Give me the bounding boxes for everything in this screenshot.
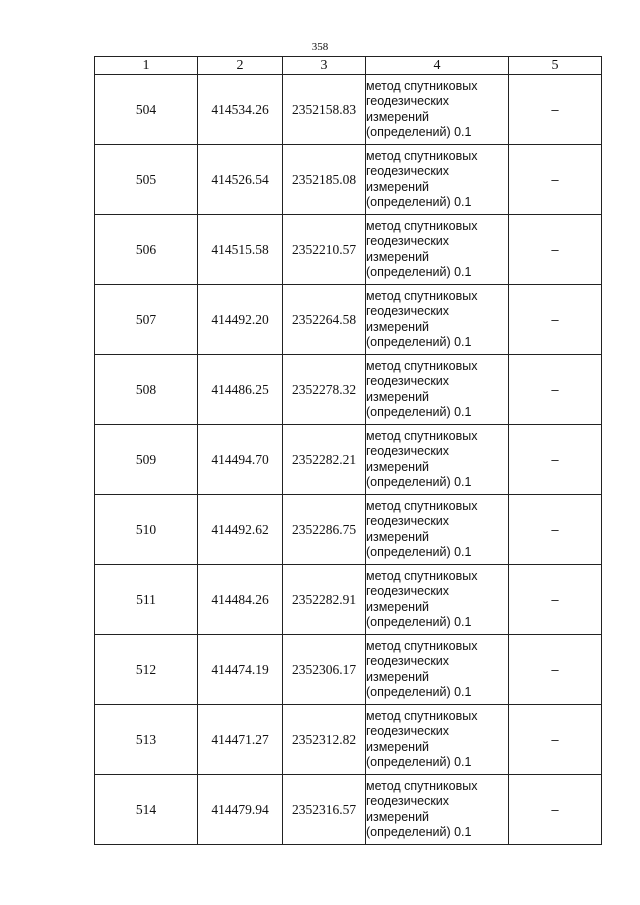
point-number-cell: 508 bbox=[95, 355, 198, 425]
point-number-cell: 512 bbox=[95, 635, 198, 705]
y-coordinate-cell: 2352282.21 bbox=[283, 425, 366, 495]
note-cell: – bbox=[509, 285, 602, 355]
table-row bbox=[95, 145, 602, 215]
method-cell: метод спутниковых геодезических измерений (определений) 0.1 bbox=[366, 495, 509, 565]
coordinates-table bbox=[94, 56, 602, 845]
x-coordinate-cell: 414479.94 bbox=[198, 775, 283, 845]
y-coordinate-cell: 2352316.57 bbox=[283, 775, 366, 845]
method-cell: метод спутниковых геодезических измерений (определений) 0.1 bbox=[366, 75, 509, 145]
x-coordinate-cell: 414492.62 bbox=[198, 495, 283, 565]
x-coordinate-cell: 414526.54 bbox=[198, 145, 283, 215]
x-coordinate-cell: 414486.25 bbox=[198, 355, 283, 425]
y-coordinate-cell: 2352282.91 bbox=[283, 565, 366, 635]
point-number-cell: 510 bbox=[95, 495, 198, 565]
y-coordinate-cell: 2352286.75 bbox=[283, 495, 366, 565]
y-coordinate-cell: 2352158.83 bbox=[283, 75, 366, 145]
table-row bbox=[95, 565, 602, 635]
table-row bbox=[95, 495, 602, 565]
method-cell: метод спутниковых геодезических измерений (определений) 0.1 bbox=[366, 635, 509, 705]
header-row bbox=[95, 57, 602, 75]
x-coordinate-cell: 414484.26 bbox=[198, 565, 283, 635]
x-coordinate-cell: 414471.27 bbox=[198, 705, 283, 775]
x-coordinate-cell: 414494.70 bbox=[198, 425, 283, 495]
point-number-cell: 509 bbox=[95, 425, 198, 495]
note-cell: – bbox=[509, 355, 602, 425]
method-cell: метод спутниковых геодезических измерений (определений) 0.1 bbox=[366, 565, 509, 635]
note-cell: – bbox=[509, 75, 602, 145]
note-cell: – bbox=[509, 705, 602, 775]
table-row bbox=[95, 705, 602, 775]
column-header-2: 2 bbox=[198, 57, 283, 75]
method-cell: метод спутниковых геодезических измерений (определений) 0.1 bbox=[366, 215, 509, 285]
column-header-4: 4 bbox=[366, 57, 509, 75]
table-row bbox=[95, 425, 602, 495]
point-number-cell: 504 bbox=[95, 75, 198, 145]
table-header bbox=[95, 57, 602, 75]
point-number-cell: 514 bbox=[95, 775, 198, 845]
point-number-cell: 511 bbox=[95, 565, 198, 635]
x-coordinate-cell: 414492.20 bbox=[198, 285, 283, 355]
column-header-5: 5 bbox=[509, 57, 602, 75]
table-row bbox=[95, 75, 602, 145]
point-number-cell: 513 bbox=[95, 705, 198, 775]
method-cell: метод спутниковых геодезических измерений (определений) 0.1 bbox=[366, 425, 509, 495]
y-coordinate-cell: 2352312.82 bbox=[283, 705, 366, 775]
method-cell: метод спутниковых геодезических измерений (определений) 0.1 bbox=[366, 145, 509, 215]
table-body bbox=[95, 75, 602, 845]
method-cell: метод спутниковых геодезических измерений (определений) 0.1 bbox=[366, 775, 509, 845]
note-cell: – bbox=[509, 215, 602, 285]
note-cell: – bbox=[509, 145, 602, 215]
table-row bbox=[95, 355, 602, 425]
y-coordinate-cell: 2352278.32 bbox=[283, 355, 366, 425]
x-coordinate-cell: 414515.58 bbox=[198, 215, 283, 285]
point-number-cell: 506 bbox=[95, 215, 198, 285]
y-coordinate-cell: 2352306.17 bbox=[283, 635, 366, 705]
method-cell: метод спутниковых геодезических измерений (определений) 0.1 bbox=[366, 355, 509, 425]
y-coordinate-cell: 2352185.08 bbox=[283, 145, 366, 215]
note-cell: – bbox=[509, 565, 602, 635]
table-row bbox=[95, 215, 602, 285]
column-header-3: 3 bbox=[283, 57, 366, 75]
note-cell: – bbox=[509, 495, 602, 565]
table-row bbox=[95, 285, 602, 355]
y-coordinate-cell: 2352264.58 bbox=[283, 285, 366, 355]
note-cell: – bbox=[509, 635, 602, 705]
column-header-1: 1 bbox=[95, 57, 198, 75]
method-cell: метод спутниковых геодезических измерений (определений) 0.1 bbox=[366, 285, 509, 355]
table-row bbox=[95, 635, 602, 705]
page-number: 358 bbox=[311, 41, 329, 53]
table-row bbox=[95, 775, 602, 845]
y-coordinate-cell: 2352210.57 bbox=[283, 215, 366, 285]
method-cell: метод спутниковых геодезических измерений (определений) 0.1 bbox=[366, 705, 509, 775]
point-number-cell: 507 bbox=[95, 285, 198, 355]
x-coordinate-cell: 414474.19 bbox=[198, 635, 283, 705]
x-coordinate-cell: 414534.26 bbox=[198, 75, 283, 145]
note-cell: – bbox=[509, 425, 602, 495]
note-cell: – bbox=[509, 775, 602, 845]
point-number-cell: 505 bbox=[95, 145, 198, 215]
